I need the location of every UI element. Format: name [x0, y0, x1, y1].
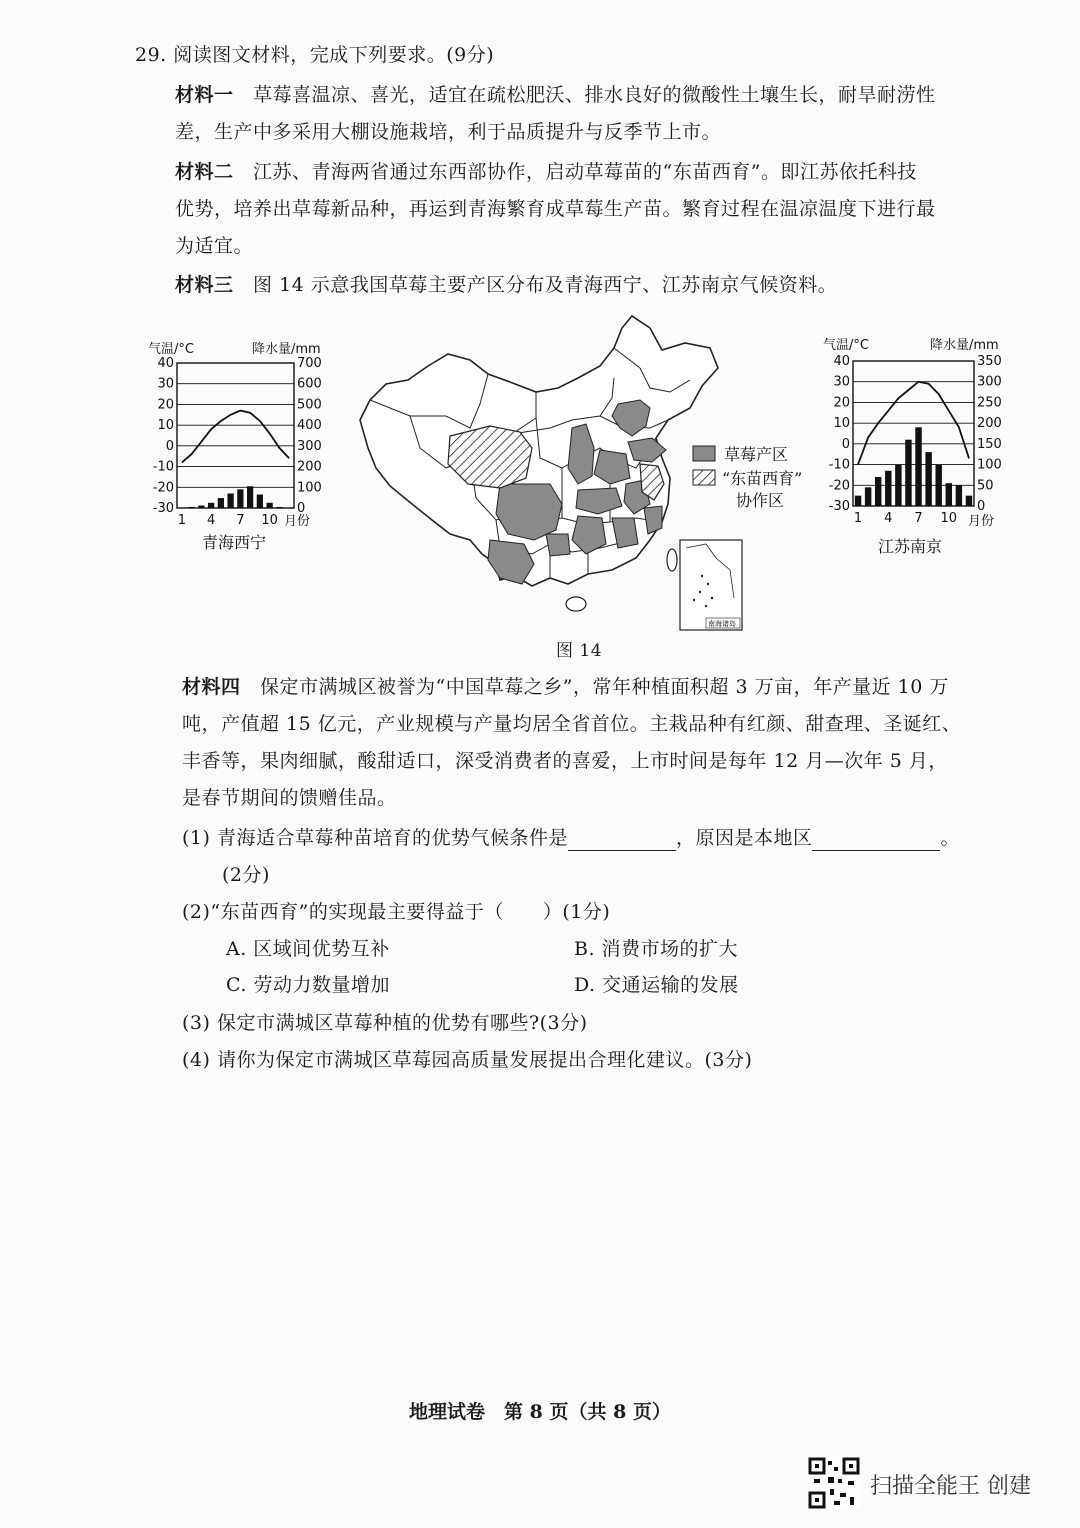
xining-temp-ticks: [153, 356, 174, 516]
nanjing-precip-bar: [905, 440, 911, 506]
xining-precip-tick: 600: [297, 376, 322, 392]
material-4-line-2: 吨，产值超 15 亿元，产业规模与产量均居全省首位。主栽品种有红颜、甜查理、圣诞红、: [182, 713, 962, 735]
xining-precip-tick: 100: [297, 480, 322, 496]
question-1-score: (2分): [222, 864, 270, 886]
xining-precip-bar: [247, 486, 253, 508]
figure-caption: 图 14: [556, 641, 603, 661]
nanjing-precip-tick: 350: [977, 354, 1002, 369]
south-china-sea-inset: [680, 540, 742, 630]
xining-precip-bar: [198, 506, 204, 508]
taiwan-shape: [667, 549, 677, 571]
nanjing-precip-tick: 250: [977, 395, 1002, 411]
xining-month-ticks: [178, 513, 278, 528]
material-2-label: 材料二: [175, 161, 234, 183]
nanjing-temp-tick: -10: [828, 457, 850, 473]
page-footer: 地理试卷 第 8 页（共 8 页）: [409, 1401, 671, 1423]
scanner-watermark: [808, 1455, 1068, 1515]
xining-precip-bar: [208, 503, 214, 508]
xining-temp-tick: -10: [152, 459, 174, 475]
nanjing-climate-chart: [820, 336, 1025, 561]
hainan-shape: [566, 597, 586, 611]
watermark-text: 扫描全能王 创建: [870, 1474, 1031, 1499]
nanjing-precip-bar: [915, 427, 921, 506]
region-guizhou: [546, 534, 570, 556]
option-c[interactable]: C. 劳动力数量增加: [226, 974, 390, 996]
material-1-label: 材料一: [175, 84, 234, 106]
question-title: 29. 阅读图文材料，完成下列要求。(9分): [135, 44, 495, 66]
nanjing-month-tick: 10: [940, 511, 958, 526]
xining-temp-tick: 0: [165, 438, 174, 454]
material-2-line-1: 材料二 江苏、青海两省通过东西部协作，启动草莓苗的“东苗西育”。即江苏依托科技: [175, 161, 917, 183]
nanjing-temp-tick: 40: [833, 354, 850, 369]
xining-precip-tick: 700: [297, 356, 322, 371]
nanjing-precip-tick: 300: [977, 374, 1002, 390]
nanjing-precip-bar: [885, 471, 891, 506]
nanjing-temp-tick: -30: [828, 499, 850, 514]
nanjing-temp-axis-label: 气温/°C: [823, 338, 869, 353]
q1-blank-1[interactable]: [568, 830, 676, 851]
xining-precip-tick: 500: [297, 397, 322, 413]
nanjing-precip-bar: [946, 483, 952, 506]
xining-precip-bars: [179, 486, 292, 508]
nanjing-month-ticks: [854, 511, 957, 526]
nanjing-precip-tick: 50: [977, 478, 994, 494]
nanjing-month-tick: 7: [914, 511, 923, 526]
xining-precip-bar: [237, 489, 243, 508]
material-2-line-2: 优势，培养出草莓新品种，再运到青海繁育成草莓生产苗。繁育过程在温凉温度下进行最: [175, 198, 936, 220]
xining-temp-tick: -30: [152, 501, 174, 516]
xining-month-tick: 1: [177, 513, 187, 528]
option-d[interactable]: D. 交通运输的发展: [574, 974, 739, 996]
xining-month-tick: 4: [206, 513, 216, 528]
legend-coop-label-1: “东苗西育”: [722, 469, 803, 488]
xining-temp-tick: 20: [157, 397, 174, 413]
xining-precip-bar: [276, 507, 282, 508]
nanjing-precip-bar: [935, 465, 941, 506]
material-3-label: 材料三: [175, 274, 234, 296]
nanjing-precip-bar: [956, 485, 962, 506]
xining-precip-bar: [189, 507, 195, 508]
legend-coop-swatch: [693, 470, 715, 485]
nanjing-temp-tick: 20: [833, 395, 850, 411]
question-3: (3) 保定市满城区草莓种植的优势有哪些?(3分): [182, 1012, 588, 1034]
nanjing-precip-bar: [855, 496, 861, 506]
question-2: (2)“东苗西育”的实现最主要得益于（ ）(1分): [182, 901, 611, 923]
xining-climate-chart: [140, 336, 345, 561]
xining-temp-curve: [182, 411, 289, 463]
xining-precip-tick: 300: [297, 438, 322, 454]
nanjing-caption: 江苏南京: [878, 537, 943, 556]
nanjing-temp-ticks: [829, 354, 850, 514]
nanjing-precip-tick: 150: [977, 436, 1002, 452]
xining-precip-axis-label: 降水量/mm: [252, 342, 321, 357]
legend-producing-swatch: [693, 446, 715, 461]
inset-label: 南海诸岛: [708, 620, 736, 628]
xining-month-tick: 7: [236, 513, 245, 528]
q1-blank-2[interactable]: [812, 830, 940, 851]
option-a[interactable]: A. 区域间优势互补: [226, 938, 390, 960]
qr-code-icon: [808, 1457, 860, 1509]
question-1: (1) 青海适合草莓种苗培育的优势气候条件是 ，原因是本地区 。: [182, 827, 960, 849]
xining-precip-bar: [267, 503, 273, 508]
nanjing-precip-bar: [875, 477, 881, 506]
xining-precip-bar: [257, 495, 263, 508]
nanjing-temp-tick: 30: [833, 374, 850, 390]
legend-coop-label-2: 协作区: [736, 491, 785, 510]
material-1-line-2: 差，生产中多采用大棚设施栽培，利于品质提升与反季节上市。: [175, 121, 722, 143]
nanjing-temp-tick: 0: [841, 436, 850, 452]
nanjing-precip-bar: [925, 452, 931, 506]
xining-frame: [177, 363, 294, 508]
material-4-line-4: 是春节期间的馈赠佳品。: [182, 787, 397, 809]
option-b[interactable]: B. 消费市场的扩大: [574, 938, 739, 960]
nanjing-precip-tick: 100: [977, 457, 1002, 473]
nanjing-precip-tick: 0: [977, 499, 986, 514]
nanjing-precip-ticks: [977, 354, 1002, 514]
material-4-label: 材料四: [182, 676, 241, 698]
nanjing-temp-tick: 10: [833, 416, 850, 432]
material-4-line-3: 丰香等，果肉细腻，酸甜适口，深受消费者的喜爱，上市时间是每年 12 月—次年 5 月，: [182, 750, 948, 772]
material-3-line-1: 材料三 图 14 示意我国草莓主要产区分布及青海西宁、江苏南京气候资料。: [175, 274, 838, 296]
xining-precip-tick: 0: [297, 501, 306, 516]
material-2-line-3: 为适宜。: [175, 235, 254, 257]
legend-producing-label: 草莓产区: [724, 445, 789, 464]
xining-temp-tick: -20: [152, 480, 174, 496]
nanjing-month-tick: 4: [884, 511, 893, 526]
xining-temp-axis-label: 气温/°C: [148, 342, 194, 357]
nanjing-precip-axis-label: 降水量/mm: [930, 338, 999, 353]
xining-temp-tick: 10: [157, 418, 174, 434]
xining-temp-tick: 30: [157, 376, 174, 392]
nanjing-month-label: 月份: [968, 514, 995, 529]
xining-month-tick: 10: [261, 513, 278, 528]
nanjing-precip-bar: [966, 496, 972, 506]
nanjing-temp-tick: -20: [828, 478, 850, 494]
nanjing-precip-bar: [895, 465, 901, 506]
material-1-line-1: 材料一 草莓喜温凉、喜光，适宜在疏松肥沃、排水良好的微酸性土壤生长，耐旱耐涝性: [175, 84, 936, 106]
xining-precip-bar: [228, 494, 234, 509]
nanjing-precip-tick: 200: [977, 416, 1002, 432]
china-map: [350, 308, 820, 638]
xining-precip-bar: [218, 498, 224, 508]
xining-caption: 青海西宁: [202, 533, 267, 552]
nanjing-month-tick: 1: [853, 511, 863, 526]
material-4-line-1: 材料四 保定市满城区被誉为“中国草莓之乡”，常年种植面积超 3 万亩，年产量近 10 万: [182, 676, 949, 698]
xining-month-label: 月份: [284, 514, 311, 529]
xining-precip-ticks: [297, 356, 322, 516]
xining-precip-tick: 400: [297, 418, 322, 434]
xining-precip-tick: 200: [297, 459, 322, 475]
question-4: (4) 请你为保定市满城区草莓园高质量发展提出合理化建议。(3分): [182, 1049, 753, 1071]
xining-temp-tick: 40: [157, 356, 174, 371]
nanjing-precip-bars: [855, 427, 972, 506]
nanjing-precip-bar: [865, 487, 871, 506]
xining-grid: [177, 363, 294, 508]
